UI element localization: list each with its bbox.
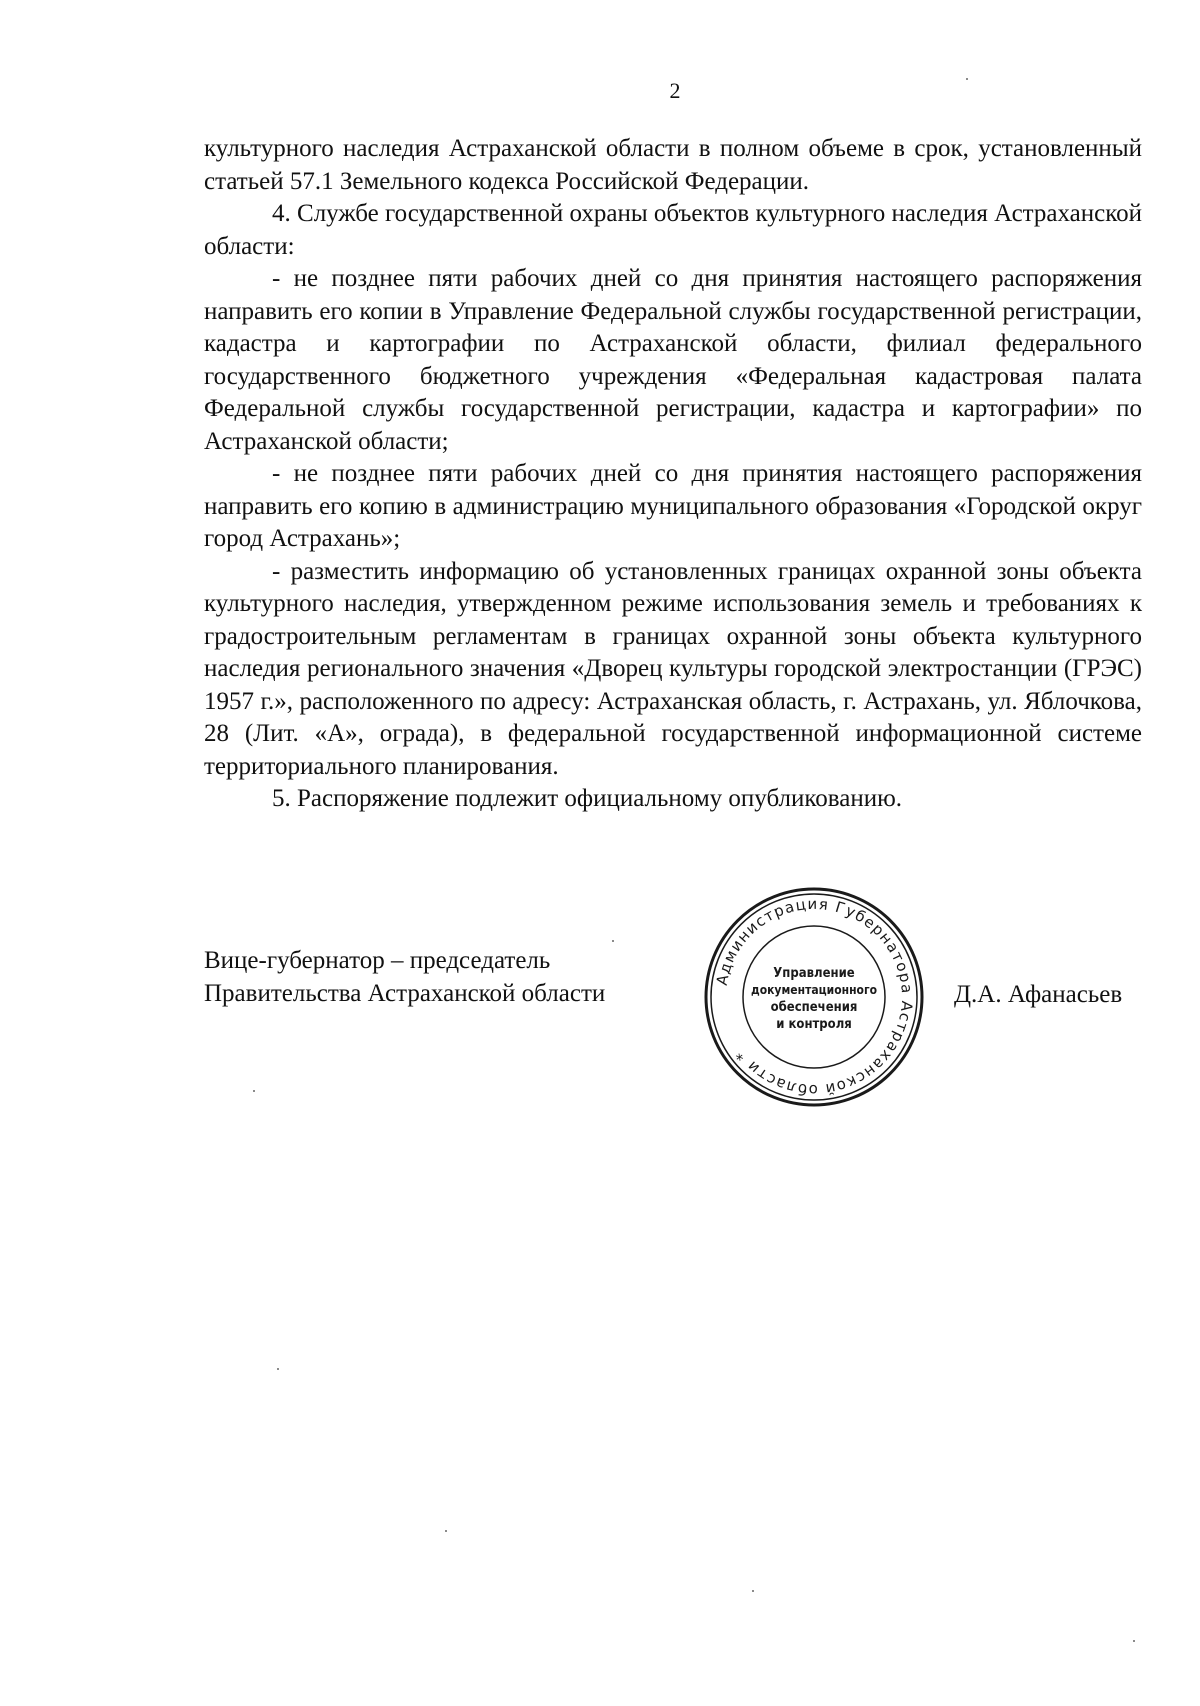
- official-seal: [703, 886, 925, 1108]
- signatory-title-line: Вице-губернатор – председатель: [204, 947, 551, 974]
- seal-center-line: документационного: [750, 983, 878, 997]
- paragraph: 4. Службе государственной охраны объектов культурного наследия Астраханской области:: [204, 200, 1142, 260]
- paragraph: 5. Распоряжение подлежит официальному опубликованию.: [272, 785, 903, 812]
- scan-speck: [445, 1530, 447, 1532]
- paragraph: - не позднее пяти рабочих дней со дня принятия настоящего распоряжения направить его копии в Управление Федеральной службы государственной регистрации, кадастра и картографии по Астраханской области, филиал федерального государственного бюджетного учреждения «Федеральная кадастровая палата Федеральной службы государственной регистрации, кадастра и картографии» по Астраханской области;: [204, 265, 1142, 455]
- paragraph: - разместить информацию об установленных границах охранной зоны объекта культурного наследия, утвержденном режиме использования земель и требованиях к градостроительным регламентам в границах охранной зоны объекта культурного наследия регионального значения «Дворец культуры городской электростанции (ГРЭС) 1957 г.», расположенного по адресу: Астраханская область, г. Астрахань, ул. Яблочкова, 28 (Лит. «А», ограда), в федеральной государственной информационной системе территориального планирования.: [204, 557, 1142, 780]
- signatory-title-line: Правительства Астраханской области: [204, 980, 606, 1007]
- scan-speck: [612, 940, 614, 942]
- scan-speck: [253, 1090, 255, 1092]
- seal-center-line: и контроля: [776, 1017, 852, 1032]
- paragraph: - не позднее пяти рабочих дней со дня принятия настоящего распоряжения направить его копию в администрацию муниципального образования «Городской округ город Астрахань»;: [204, 460, 1142, 552]
- signatory-name: Д.А. Афанасьев: [954, 981, 1123, 1008]
- paragraph: культурного наследия Астраханской области в полном объеме в срок, установленный статьей 57.1 Земельного кодекса Российской Федерации.: [204, 135, 1142, 195]
- scan-speck: [1133, 1640, 1135, 1642]
- seal-center-line: обеспечения: [770, 1000, 858, 1015]
- seal-ring-text: Администрация Губернатора Астраханской области *: [712, 894, 917, 1100]
- scan-speck: [752, 1590, 754, 1592]
- document-body: [204, 133, 1142, 816]
- seal-center-line: Управление: [773, 966, 855, 981]
- signatory-title: [204, 944, 684, 1010]
- scan-speck: [966, 78, 968, 80]
- page-number: 2: [669, 78, 681, 103]
- scan-speck: [277, 1368, 279, 1370]
